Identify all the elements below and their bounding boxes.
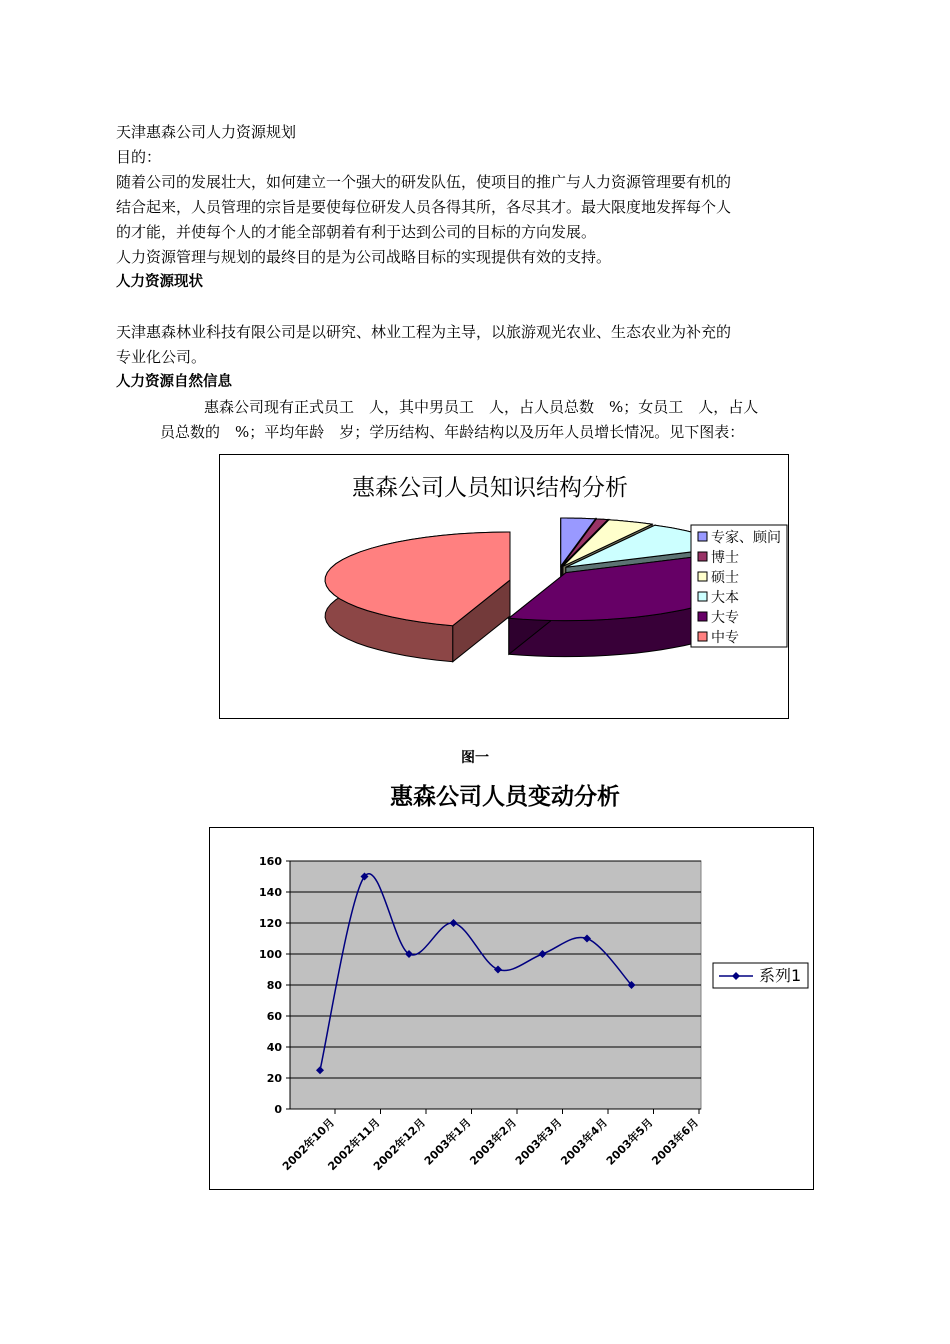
- y-tick-label: 80: [266, 979, 282, 992]
- purpose-line: 随着公司的发展壮大，如何建立一个强大的研发队伍，使项目的推广与人力资源管理要有机的: [116, 173, 732, 191]
- legend-swatch: [698, 592, 707, 601]
- pie-slices: [325, 518, 751, 662]
- legend-label: 专家、顾问: [711, 530, 781, 546]
- legend-label: 中专: [711, 630, 739, 646]
- staff-change-line-chart: [209, 827, 814, 1190]
- x-tick-label: 2003年6月: [649, 1115, 702, 1168]
- pie-chart-svg: [220, 455, 788, 718]
- pie-legend: [691, 525, 787, 647]
- x-tick-label: 2002年10月: [279, 1115, 338, 1174]
- purpose-line: 人力资源管理与规划的最终目的是为公司战略目标的实现提供有效的支持。: [116, 248, 612, 266]
- legend-swatch: [698, 532, 707, 541]
- purpose-line: 结合起来，人员管理的宗旨是要使每位研发人员各得其所，各尽其才。最大限度地发挥每个人: [116, 198, 732, 216]
- y-tick-label: 100: [259, 948, 282, 961]
- legend-label: 大专: [711, 610, 739, 626]
- x-tick-label: 2003年5月: [603, 1115, 656, 1168]
- y-tick-label: 20: [266, 1072, 282, 1085]
- status-line: 天津惠森林业科技有限公司是以研究、林业工程为主导，以旅游观光农业、生态农业为补充的: [116, 323, 732, 341]
- section-heading-status: 人力资源现状: [116, 274, 203, 290]
- legend-swatch: [698, 572, 707, 581]
- legend-label: 硕士: [711, 570, 739, 586]
- x-axis: [279, 1109, 701, 1173]
- legend-label: 博士: [711, 550, 739, 566]
- document-title: 天津惠森公司人力资源规划: [116, 123, 297, 141]
- y-tick-label: 120: [259, 917, 282, 930]
- section-heading-natural-info: 人力资源自然信息: [116, 374, 232, 390]
- y-tick-label: 140: [259, 886, 282, 899]
- legend-swatch: [698, 612, 707, 621]
- figure-caption: 图一: [461, 750, 489, 766]
- x-tick-label: 2003年4月: [558, 1115, 611, 1168]
- legend-swatch: [698, 632, 707, 641]
- y-axis: [259, 855, 290, 1116]
- line-chart-svg: [210, 828, 813, 1189]
- legend-label: 系列1: [759, 966, 802, 985]
- status-line: 专业化公司。: [116, 348, 207, 366]
- legend-swatch: [698, 552, 707, 561]
- natural-info-line: 员总数的 %；平均年龄 岁；学历结构、年龄结构以及历年人员增长情况。见下图表：: [160, 423, 745, 441]
- purpose-label: 目的：: [116, 148, 162, 166]
- x-tick-label: 2003年1月: [421, 1115, 474, 1168]
- purpose-line: 的才能，并使每个人的才能全部朝着有利于达到公司的目标的方向发展。: [116, 223, 597, 241]
- natural-info-line: 惠森公司现有正式员工 人，其中男员工 人，占人员总数 %；女员工 人，占人: [204, 398, 759, 416]
- knowledge-structure-pie-chart: [219, 454, 789, 719]
- document-body: [116, 120, 816, 445]
- x-tick-label: 2003年3月: [512, 1115, 565, 1168]
- y-tick-label: 60: [266, 1010, 282, 1023]
- paragraph-gap: [116, 295, 816, 320]
- x-tick-label: 2003年2月: [467, 1115, 520, 1168]
- y-tick-label: 160: [259, 855, 282, 868]
- line-legend: [713, 963, 808, 988]
- pie-chart-title: 惠森公司人员知识结构分析: [352, 475, 628, 501]
- y-tick-label: 0: [274, 1103, 282, 1116]
- y-tick-label: 40: [266, 1041, 282, 1054]
- line-chart-title: 惠森公司人员变动分析: [390, 784, 620, 810]
- pie-slice: [325, 532, 510, 662]
- x-tick-label: 2002年11月: [325, 1115, 383, 1174]
- legend-label: 大本: [711, 590, 739, 606]
- x-tick-label: 2002年12月: [370, 1115, 429, 1174]
